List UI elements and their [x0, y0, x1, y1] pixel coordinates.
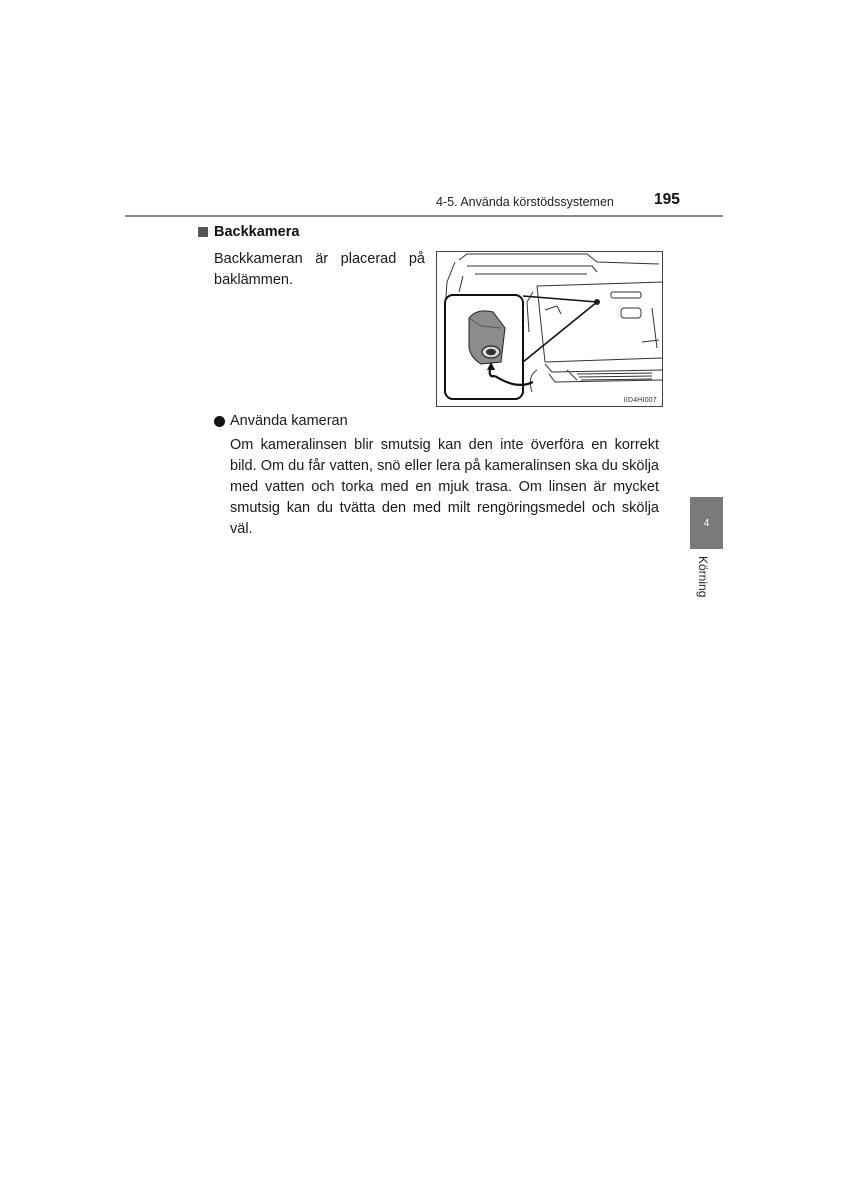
body-paragraph: Om kameralinsen blir smutsig kan den inte överföra en korrekt bild. Om du får vatten, snö eller lera på kameralinsen ska du skölja med vatten och torka med en mjuk trasa. Om linsen är mycket smutsig kan du tvätta den med milt rengöringsmedel och skölja väl. — [230, 437, 659, 537]
chapter-tab — [690, 497, 723, 549]
square-bullet-icon — [198, 227, 208, 237]
subsection-heading-text: Använda kameran — [230, 413, 348, 429]
header-divider — [125, 215, 723, 217]
chapter-number: 4 — [703, 517, 710, 529]
tailgate-camera-drawing — [437, 252, 662, 406]
page-number: 195 — [654, 191, 680, 208]
intro-paragraph: Backkameran är placerad på baklämmen. — [214, 251, 425, 288]
section-heading — [198, 224, 299, 240]
section-heading-text: Backkamera — [214, 224, 300, 240]
header-section-title: 4-5. Använda körstödssystemen — [436, 195, 614, 209]
figure-code: IID4HI007 — [623, 397, 657, 404]
backup-camera-illustration — [436, 251, 663, 407]
subsection-heading — [214, 413, 348, 429]
chapter-label: Körning — [696, 556, 710, 598]
circle-bullet-icon — [214, 416, 225, 427]
